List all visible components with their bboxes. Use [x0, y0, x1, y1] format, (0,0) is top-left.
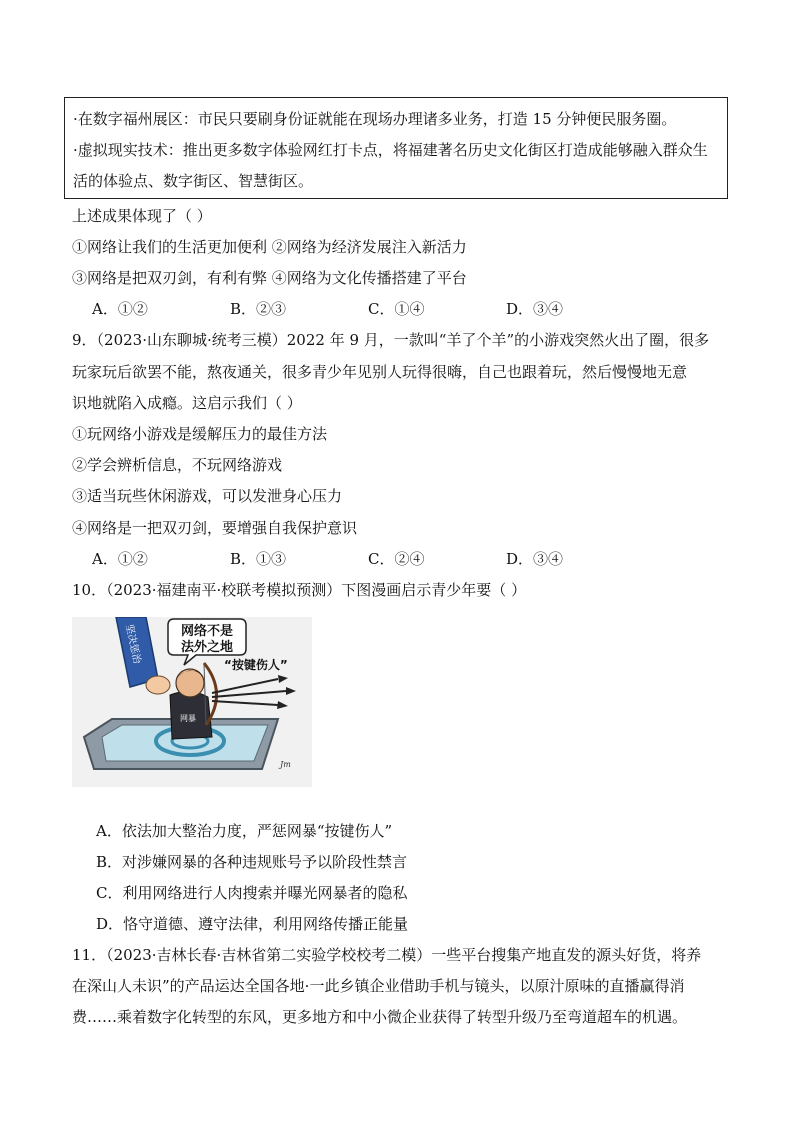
q9-option-a: A．①② — [92, 550, 148, 568]
q8-option-b: B．②③ — [230, 300, 287, 318]
box-line-1: ·在数字福州展区：市民只要刷身份证就能在现场办理诸多业务，打造 15 分钟便民服务圈。 — [73, 110, 677, 128]
cartoon-image — [72, 617, 312, 787]
q8-option-a: A．①② — [92, 300, 148, 318]
q8-item-row-2: ③网络是把双刃剑，有利有弊 ④网络为文化传播搭建了平台 — [72, 269, 467, 287]
q8-option-d: D．③④ — [506, 300, 564, 318]
q9-options — [92, 549, 644, 569]
q8-option-c: C．①④ — [368, 300, 425, 318]
q9-stem-line-2: 玩家玩后欲罢不能，熬夜通关，很多青少年见别人玩得很嗨，自己也跟着玩，然后慢慢地无意 — [72, 363, 688, 381]
box-line-2: ·虚拟现实技术：推出更多数字体验网红打卡点，将福建著名历史文化街区打造成能够融入群众生活的体验点、数字街区、智慧街区。 — [73, 141, 708, 190]
q10-choice-b: B．对涉嫌网暴的各种违规账号予以阶段性禁言 — [96, 853, 408, 871]
q10-choice-c: C．利用网络进行人肉搜索并曝光网暴者的隐私 — [96, 884, 408, 902]
q8-item-row-1: ①网络让我们的生活更加便利 ②网络为经济发展注入新活力 — [72, 238, 467, 256]
bubble-line-2: 法外之地 — [180, 640, 234, 655]
q11-line-2: 在深山人未识”的产品运达全国各地·一此乡镇企业借助手机与镜头，以原汁原味的直播赢得消 — [72, 977, 685, 995]
q9-option-c: C．②④ — [368, 550, 425, 568]
q9-item-4: ④网络是一把双刃剑，要增强自我保护意识 — [72, 519, 358, 537]
q10-stem: 10．（2023·福建南平·校联考模拟预测）下图漫画启示青少年要（ ） — [72, 581, 527, 599]
q9-option-b: B．①③ — [230, 550, 287, 568]
arrow-label: “按键伤人” — [224, 658, 288, 672]
bubble-line-1: 网络不是 — [180, 624, 234, 639]
q11-line-1: 11．（2023·吉林长春·吉林省第二实验学校校考二模）一些平台搜集产地直发的源头好货，将养 — [72, 946, 702, 964]
cartoon-signature: Jm — [280, 760, 291, 769]
q9-stem-line-3: 识地就陷入成瘾。这启示我们（ ） — [72, 394, 302, 412]
info-box — [64, 97, 728, 199]
q8-options — [92, 299, 644, 319]
q8-stem: 上述成果体现了（ ） — [72, 207, 212, 225]
q9-stem-line-1: 9．（2023·山东聊城·统考三模）2022 年 9 月，一款叫“羊了个羊”的小游戏突然火出了圈，很多 — [72, 331, 710, 349]
q9-item-2: ②学会辨析信息，不玩网络游戏 — [72, 456, 283, 474]
q9-option-d: D．③④ — [506, 550, 564, 568]
q9-item-3: ③适当玩些休闲游戏，可以发泄身心压力 — [72, 487, 343, 505]
q10-choice-d: D．恪守道德、遵守法律，利用网络传播正能量 — [96, 915, 409, 933]
shirt-text: 网暴 — [180, 714, 196, 723]
q11-line-3: 费……乘着数字化转型的东风，更多地方和中小微企业获得了转型升级乃至弯道超车的机遇。 — [72, 1008, 688, 1026]
sleeve-text: 坚决惩治 — [123, 623, 143, 665]
q9-item-1: ①玩网络小游戏是缓解压力的最佳方法 — [72, 425, 328, 443]
q10-choice-a: A．依法加大整治力度，严惩网暴“按键伤人” — [96, 822, 393, 840]
